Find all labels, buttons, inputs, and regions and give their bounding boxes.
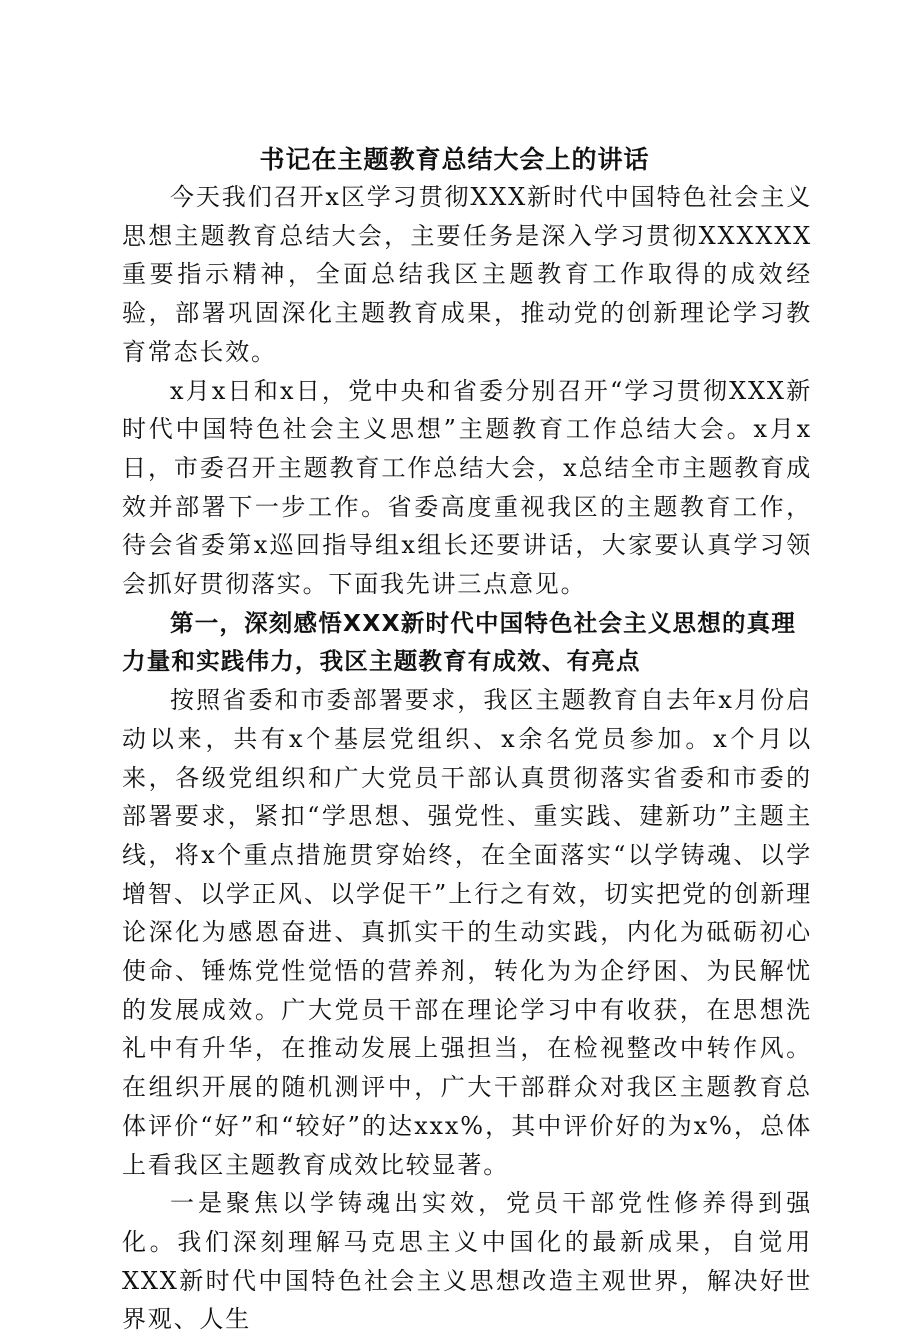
document-title: 书记在主题教育总结大会上的讲话: [259, 145, 650, 174]
section-heading-first: 第一，深刻感悟XXX新时代中国特色社会主义思想的真理力量和实践伟力，我区主题教育有成效、有亮点: [122, 608, 797, 676]
paragraph-intro: 今天我们召开x区学习贯彻XXX新时代中国特色社会主义思想主题教育总结大会，主要任务是深入学习贯彻XXXXXX重要指示精神，全面总结我区主题教育工作取得的成效经验，部署巩固深化主题教育成果，推动党的创新理论学习教育常态长效。: [122, 183, 812, 366]
paragraph-point-one: 一是聚焦以学铸魂出实效，党员干部党性修养得到强化。我们深刻理解马克思主义中国化的最新成果，自觉用XXX新时代中国特色社会主义思想改造主观世界，解决好世界观、人生: [122, 1189, 812, 1334]
document-body: [122, 178, 812, 1339]
paragraph-achievements: 按照省委和市委部署要求，我区主题教育自去年x月份启动以来，共有x个基层党组织、x余名党员参加。x个月以来，各级党组织和广大党员干部认真贯彻落实省委和市委的部署要求，紧扣“学思想、强党性、重实践、建新功”主题主线，将x个重点措施贯穿始终，在全面落实“以学铸魂、以学增智、以学正风、以学促干”上行之有效，切实把党的创新理论深化为感恩奋进、真抓实干的生动实践，内化为砥砺初心使命、锤炼党性觉悟的营养剂，转化为为企纾困、为民解忧的发展成效。广大党员干部在理论学习中有收获，在思想洗礼中有升华，在推动发展上强担当，在检视整改中转作风。在组织开展的随机测评中，广大干部群众对我区主题教育总体评价“好”和“较好”的达xxx%，其中评价好的为x%，总体上看我区主题教育成效比较显著。: [122, 686, 812, 1179]
paragraph-meetings: x月x日和x日，党中央和省委分别召开“学习贯彻XXX新时代中国特色社会主义思想”主题教育工作总结大会。x月x日，市委召开主题教育工作总结大会，x总结全市主题教育成效并部署下一步工作。省委高度重视我区的主题教育工作，待会省委第x巡回指导组x组长还要讲话，大家要认真学习领会抓好贯彻落实。下面我先讲三点意见。: [122, 376, 812, 599]
